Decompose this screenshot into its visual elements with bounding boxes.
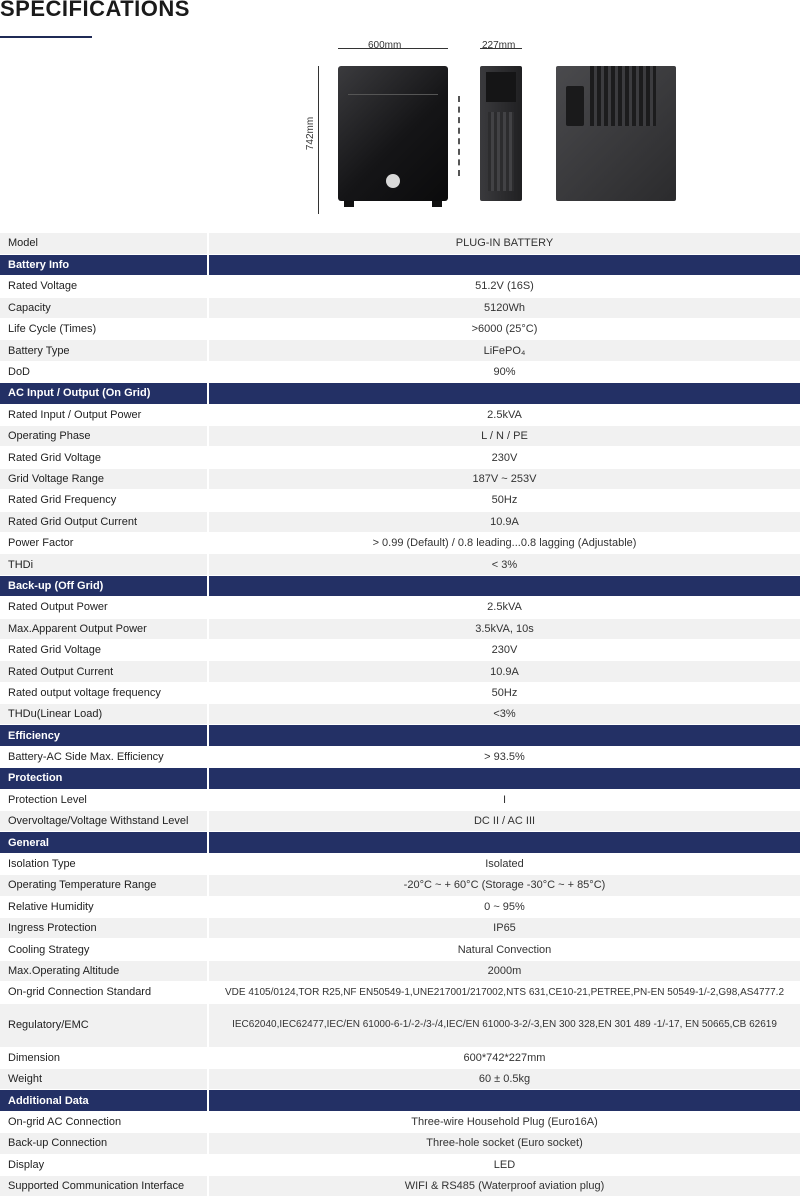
spec-value: -20°C ~ + 60°C (Storage -30°C ~ + 85°C)	[208, 875, 800, 896]
spec-value: < 3%	[208, 554, 800, 575]
spec-value: 10.9A	[208, 661, 800, 682]
spec-label: Protection Level	[0, 789, 208, 810]
spec-value: IP65	[208, 918, 800, 939]
width-dimension-label: 600mm	[368, 40, 402, 51]
section-header	[0, 725, 800, 746]
section-header	[0, 383, 800, 404]
spec-row	[0, 875, 800, 896]
spec-label: Isolation Type	[0, 853, 208, 874]
spec-label: Rated Grid Voltage	[0, 447, 208, 468]
section-title: Efficiency	[0, 725, 208, 746]
spec-label: Back-up Connection	[0, 1133, 208, 1154]
spec-value: 600*742*227mm	[208, 1047, 800, 1068]
spec-row	[0, 661, 800, 682]
spec-value: 3.5kVA, 10s	[208, 618, 800, 639]
spec-label: Operating Phase	[0, 426, 208, 447]
spec-row	[0, 746, 800, 767]
section-header	[0, 1090, 800, 1111]
spec-value: VDE 4105/0124,TOR R25,NF EN50549-1,UNE217001/217002,NTS 631,CE10-21,PETREE,PN-EN 50549-1/-2,G98,AS4777.2	[208, 982, 800, 1003]
spec-row	[0, 276, 800, 297]
battery-front-view	[338, 66, 448, 201]
spec-label: Rated Input / Output Power	[0, 404, 208, 425]
section-title: AC Input / Output (On Grid)	[0, 383, 208, 404]
spec-label: Rated Grid Voltage	[0, 639, 208, 660]
spec-label: Cooling Strategy	[0, 939, 208, 960]
spec-value: 230V	[208, 447, 800, 468]
spec-value: 0 ~ 95%	[208, 896, 800, 917]
spec-row	[0, 404, 800, 425]
section-header-fill	[208, 768, 800, 789]
model-row	[0, 233, 800, 254]
spec-label: Operating Temperature Range	[0, 875, 208, 896]
spec-row	[0, 468, 800, 489]
spec-row	[0, 939, 800, 960]
height-dimension-label: 742mm	[305, 116, 317, 151]
spec-label: On-grid Connection Standard	[0, 982, 208, 1003]
spec-label: Rated Voltage	[0, 276, 208, 297]
spec-label: Life Cycle (Times)	[0, 319, 208, 340]
section-title: Back-up (Off Grid)	[0, 575, 208, 596]
section-title: Protection	[0, 768, 208, 789]
spec-label: Battery-AC Side Max. Efficiency	[0, 746, 208, 767]
spec-value: <3%	[208, 704, 800, 725]
spec-value: I	[208, 789, 800, 810]
spec-label: THDu(Linear Load)	[0, 704, 208, 725]
spec-row	[0, 532, 800, 553]
spec-value: 2.5kVA	[208, 597, 800, 618]
specifications-table	[0, 233, 800, 1197]
spec-row	[0, 1133, 800, 1154]
spec-label: Grid Voltage Range	[0, 468, 208, 489]
spec-value-text: IEC62040,IEC62477,IEC/EN 61000-6-1/-2-/3-/4,IEC/EN 61000-3-2/-3,EN 300 328,EN 301 489 -1/-17, EN 50665,CB 62619	[232, 1019, 777, 1031]
spec-value: > 0.99 (Default) / 0.8 leading...0.8 lagging (Adjustable)	[208, 532, 800, 553]
spec-row	[0, 490, 800, 511]
section-title: General	[0, 832, 208, 853]
spec-value: 50Hz	[208, 682, 800, 703]
spec-label: Capacity	[0, 297, 208, 318]
spec-row	[0, 853, 800, 874]
spec-label: Rated Grid Output Current	[0, 511, 208, 532]
spec-label: Supported Communication Interface	[0, 1175, 208, 1196]
spec-value: 51.2V (16S)	[208, 276, 800, 297]
spec-label: Battery Type	[0, 340, 208, 361]
spec-value: LED	[208, 1154, 800, 1175]
spec-row	[0, 682, 800, 703]
spec-value: 50Hz	[208, 490, 800, 511]
section-header-fill	[208, 383, 800, 404]
spec-value: Isolated	[208, 853, 800, 874]
spec-value: DC II / AC III	[208, 811, 800, 832]
section-header-fill	[208, 1090, 800, 1111]
section-header-fill	[208, 575, 800, 596]
spec-label: Ingress Protection	[0, 918, 208, 939]
page-title: SPECIFICATIONS	[0, 0, 190, 21]
spec-value: > 93.5%	[208, 746, 800, 767]
spec-label: Rated output voltage frequency	[0, 682, 208, 703]
spec-label: Power Factor	[0, 532, 208, 553]
spec-row	[0, 918, 800, 939]
spec-value: 2000m	[208, 960, 800, 981]
spec-label: On-grid AC Connection	[0, 1111, 208, 1132]
spec-label: Rated Output Current	[0, 661, 208, 682]
title-underline	[0, 36, 92, 38]
section-header-fill	[208, 254, 800, 275]
battery-side-view	[480, 66, 522, 201]
spec-row	[0, 554, 800, 575]
section-header	[0, 832, 800, 853]
spec-value: 2.5kVA	[208, 404, 800, 425]
spec-row	[0, 447, 800, 468]
power-cable-icon	[448, 96, 460, 176]
spec-row	[0, 960, 800, 981]
spec-label: Dimension	[0, 1047, 208, 1068]
spec-row	[0, 789, 800, 810]
spec-value: L / N / PE	[208, 426, 800, 447]
depth-dimension-label: 227mm	[482, 40, 516, 51]
spec-label: Display	[0, 1154, 208, 1175]
spec-value	[208, 1003, 800, 1047]
spec-value: Three-hole socket (Euro socket)	[208, 1133, 800, 1154]
spec-label: Regulatory/EMC	[0, 1003, 208, 1047]
spec-row	[0, 982, 800, 1003]
spec-value: 60 ± 0.5kg	[208, 1068, 800, 1089]
height-dimension-line	[318, 66, 319, 214]
product-drawing	[300, 36, 700, 216]
spec-label: Max.Apparent Output Power	[0, 618, 208, 639]
section-title: Additional Data	[0, 1090, 208, 1111]
spec-row	[0, 1154, 800, 1175]
brand-logo-icon	[386, 174, 400, 188]
spec-value: 5120Wh	[208, 297, 800, 318]
spec-value: 90%	[208, 361, 800, 382]
spec-row	[0, 426, 800, 447]
spec-value: 187V ~ 253V	[208, 468, 800, 489]
spec-row	[0, 597, 800, 618]
spec-row	[0, 1047, 800, 1068]
section-header	[0, 575, 800, 596]
spec-value: WIFI & RS485 (Waterproof aviation plug)	[208, 1175, 800, 1196]
spec-value: >6000 (25°C)	[208, 319, 800, 340]
section-header-fill	[208, 832, 800, 853]
model-value: PLUG-IN BATTERY	[208, 233, 800, 254]
battery-back-view	[556, 66, 676, 201]
spec-value: LiFePO₄	[208, 340, 800, 361]
spec-row	[0, 1111, 800, 1132]
section-header	[0, 254, 800, 275]
spec-label: Overvoltage/Voltage Withstand Level	[0, 811, 208, 832]
section-header-fill	[208, 725, 800, 746]
spec-value: Natural Convection	[208, 939, 800, 960]
section-header	[0, 768, 800, 789]
spec-row	[0, 319, 800, 340]
spec-row	[0, 618, 800, 639]
spec-label: Relative Humidity	[0, 896, 208, 917]
spec-value: 230V	[208, 639, 800, 660]
spec-value: Three-wire Household Plug (Euro16A)	[208, 1111, 800, 1132]
spec-row	[0, 639, 800, 660]
spec-row	[0, 1175, 800, 1196]
spec-value: 10.9A	[208, 511, 800, 532]
spec-row	[0, 297, 800, 318]
spec-row	[0, 811, 800, 832]
spec-label: THDi	[0, 554, 208, 575]
section-title: Battery Info	[0, 254, 208, 275]
spec-label: DoD	[0, 361, 208, 382]
model-label: Model	[0, 233, 208, 254]
spec-row	[0, 896, 800, 917]
spec-row	[0, 511, 800, 532]
spec-row	[0, 1003, 800, 1047]
spec-label: Rated Output Power	[0, 597, 208, 618]
spec-label: Rated Grid Frequency	[0, 490, 208, 511]
spec-row	[0, 1068, 800, 1089]
spec-label: Max.Operating Altitude	[0, 960, 208, 981]
spec-label: Weight	[0, 1068, 208, 1089]
spec-row	[0, 340, 800, 361]
spec-row	[0, 361, 800, 382]
spec-row	[0, 704, 800, 725]
